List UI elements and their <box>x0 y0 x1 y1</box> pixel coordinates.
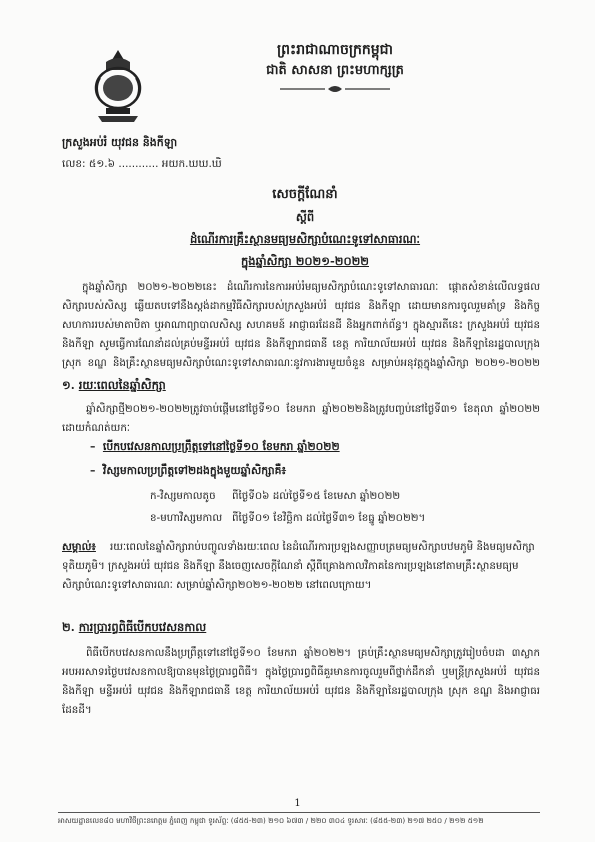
dash-icon: – <box>90 440 103 453</box>
reference-dots: ............ <box>118 158 159 170</box>
bullet-vacations <box>90 464 286 480</box>
note-text: រយៈពេលនៃឆ្នាំសិក្សារាប់បញ្ចូលទាំងរយៈពេល នៃដំណើរការប្រឡងសញ្ញាបត្រមធ្យមសិក្សាបឋមភូមិ និងមធ្យមសិក្សាទុតិយភូមិ។ ក្រសួងអប់រំ យុវជន និងកីឡា នឹងចេញសេចក្តីណែនាំ ស្តីពីគ្រោងកាលវិភាគនៃការប្រឡងនៅតាមគ្រឹះស្ថានមធ្យមសិក្សាបំណេះទូទៅសាធារណៈ សម្រាប់ឆ្នាំសិក្សា២០២១-២០២២ នៅពេលក្រោយ។ <box>62 541 535 591</box>
ministry-name: ក្រសួងអប់រំ យុវជន និងកីឡា <box>62 136 178 149</box>
title-year: ក្នុងឆ្នាំសិក្សា ២០២១-២០២២ <box>241 254 369 268</box>
dash-icon: – <box>90 464 103 477</box>
section-2-title: ការប្រារព្ធពិធីបើកបវេសនកាល <box>78 620 207 634</box>
long-vacation <box>150 512 425 527</box>
intro-paragraph: ក្នុងឆ្នាំសិក្សា ២០២១-២០២២នេះ ដំណើរការនៃការអប់រំមធ្យមសិក្សាបំណេះទូទៅសាធារណៈ ផ្តោតសំខាន់លើលទ្ធផលសិក្សារបស់សិស្ស ឆ្លើយតបទៅនឹងស្តង់ដាកម្មវិធីសិក្សារបស់ក្រសួងអប់រំ យុវជន និងកីឡា ដោយមានការចូលរួមគាំទ្រ និងកិច្ចសហការរបស់មាតាបិតា ឬអាណាព្យាបាលសិស្ស សហគមន៍ អាជ្ញាធរដែនដី និងអ្នកពាក់ព័ន្ធ។ ក្នុងស្មារតីនេះ ក្រសួងអប់រំ យុវជន និងកីឡា សូមធ្វើការណែនាំដល់គ្រប់មន្ទីរអប់រំ យុវជន និងកីឡារាជធានី ខេត្ត ការិយាល័យអប់រំ យុវជន និងកីឡានៃរដ្ឋបាលក្រុង ស្រុក ខណ្ឌ និងគ្រឹះស្ថានមធ្យមសិក្សាបំណេះទូទៅសាធារណៈនូវការងារមួយចំនួន សម្រាប់អនុវត្តក្នុងឆ្នាំសិក្សា ២០២១-២០២២ <box>62 281 540 369</box>
reference-label: លេខ: <box>62 158 86 170</box>
footer-address: អាសយដ្ឋានលេខ៨០ មហាវិថីព្រះនរោត្តម ភ្នំពេញ កម្ពុជា ទូរស័ព្ទៈ (៨៥៥-២៣) ២១០ ៦៧៣ / ២២០ ៣០៤ ទូរសារៈ (៨៥៥-២៣) ២១៧ ២៥០ / ២១២ ៥១២ <box>58 816 484 825</box>
note-block <box>62 538 540 616</box>
bullet-opening-date <box>90 440 340 456</box>
short-vacation-label: ក-វិស្សមកាលតូច <box>150 490 216 502</box>
title-subject: ដំណើរការគ្រឹះស្ថានមធ្យមសិក្សាបំណេះទូទៅសាធារណៈ <box>189 232 421 246</box>
bullet-vacations-text: វិស្សមកាលប្រព្រឹត្តទៅ២ដងក្នុងមួយឆ្នាំសិក្សាគឺ៖ <box>102 464 287 477</box>
bullet-opening-text: បើកបវេសនកាលប្រព្រឹត្តទៅនៅថ្ងៃទី១០ ខែមករា ឆ្នាំ២០២២ <box>102 440 340 453</box>
section-1-number: ១. <box>62 378 75 392</box>
ornament-divider <box>270 84 400 94</box>
section-2-body: ពិធីបើកបវេសនកាលនឹងប្រព្រឹត្តទៅនៅថ្ងៃទី១០ ខែមករា ឆ្នាំ២០២២។ គ្រប់គ្រឹះស្ថានមធ្យមសិក្សាត្រូវរៀបចំបដា ៣ស្លាកអបអរសាទរថ្ងៃបវេសនកាលឱ្យបានមុនថ្ងៃប្រារព្ធពិធី។ ក្នុងថ្ងៃប្រារព្ធពិធីគួរមានការចូលរួមពីថ្នាក់ដឹកនាំ ឬមន្ត្រីក្រសួងអប់រំ យុវជន និងកីឡា មន្ទីរអប់រំ យុវជន និងកីឡារាជធានី ខេត្ត ការិយាល័យអប់រំ យុវជន និងកីឡានៃរដ្ឋបាលក្រុង ស្រុក ខណ្ឌ និងអាជ្ញាធរដែនដី។ <box>62 647 540 716</box>
ministry-emblem-icon <box>86 48 150 124</box>
document-title: សេចក្តីណែនាំ <box>272 187 338 202</box>
section-1-title: រយៈពេលនៃឆ្នាំសិក្សា <box>78 378 166 392</box>
reference-number <box>62 158 222 173</box>
section-1-heading <box>62 378 166 395</box>
long-vacation-label: ខ-មហាវិស្សមកាល <box>150 512 223 524</box>
kingdom-heading: ព្រះរាជាណាចក្រកម្ពុជា <box>276 42 393 58</box>
national-motto: ជាតិ សាសនា ព្រះមហាក្សត្រ <box>266 63 404 78</box>
long-vacation-dates: ពីថ្ងៃទី០១ ខែវិច្ឆិកា ដល់ថ្ងៃទី៣១ ខែធ្នូ ឆ្នាំ២០២២។ <box>231 512 426 524</box>
reference-value: ៥១.៦ <box>88 158 116 170</box>
section-1-body: ឆ្នាំសិក្សាថ្មី២០២១-២០២២ត្រូវចាប់ផ្តើមនៅថ្ងៃទី១០ ខែមករា ឆ្នាំ២០២២និងត្រូវបញ្ចប់នៅថ្ងៃទី៣១ ខែតុលា ឆ្នាំ២០២២ ដោយកំណត់យកៈ <box>62 403 540 434</box>
short-vacation-dates: ពីថ្ងៃទី០៦ ដល់ថ្ងៃទី១៥ ខែមេសា ឆ្នាំ២០២២ <box>231 490 401 502</box>
section-2-heading <box>62 620 206 637</box>
section-2-number: ២. <box>62 620 75 634</box>
title-about: ស្តីពី <box>295 210 315 224</box>
short-vacation <box>150 490 400 505</box>
reference-suffix: អយក.ឃឃ.ឃិ <box>161 158 222 170</box>
note-label: សម្គាល់៖ <box>62 541 96 553</box>
footer-divider <box>58 812 540 813</box>
page-number: 1 <box>294 798 301 809</box>
